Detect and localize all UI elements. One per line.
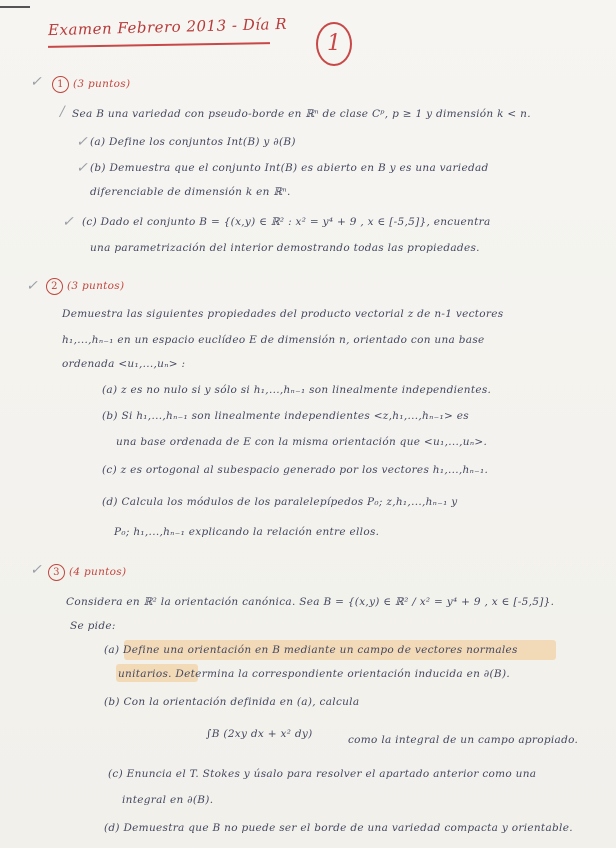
- q1-b2: diferenciable de dimensión k en ℝⁿ.: [90, 186, 291, 198]
- q3-heading: [48, 564, 126, 581]
- tick-icon: ✓: [62, 214, 74, 230]
- q2-c: (c) z es ortogonal al subespacio generado por los vectores h₁,...,hₙ₋₁.: [102, 464, 489, 476]
- edge-mark: [0, 6, 30, 8]
- title-underline: [48, 42, 270, 48]
- q3-a1: (a) Define una orientación en B mediante un campo de vectores normales: [104, 644, 518, 656]
- q2-d2: P₀; h₁,...,hₙ₋₁ explicando la relación entre ellos.: [114, 526, 380, 538]
- tick-icon: ✓: [76, 160, 88, 176]
- q2-b2: una base ordenada de E con la misma orientación que <u₁,...,uₙ>.: [116, 436, 488, 448]
- q2-a: (a) z es no nulo si y sólo si h₁,...,hₙ₋₁ son linealmente independientes.: [102, 384, 492, 396]
- q3-d: (d) Demuestra que B no puede ser el borde de una variedad compacta y orientable.: [104, 822, 573, 834]
- q2-s3: ordenada <u₁,...,uₙ> :: [62, 358, 186, 370]
- q1-heading: [52, 76, 130, 93]
- q1-number: 1: [52, 76, 69, 93]
- q1-a: (a) Define los conjuntos Int(B) y ∂(B): [90, 136, 296, 148]
- q2-heading: [46, 278, 124, 295]
- tick-icon: ✓: [76, 134, 88, 150]
- exam-title: Examen Febrero 2013 - Día R: [47, 14, 288, 40]
- q3-a2: unitarios. Determina la correspondiente orientación inducida en ∂(B).: [118, 668, 510, 680]
- q3-c1: (c) Enuncia el T. Stokes y úsalo para resolver el apartado anterior como una: [108, 768, 537, 780]
- q1-points: (3 puntos): [73, 78, 131, 90]
- q1-statement: Sea B una variedad con pseudo-borde en ℝⁿ de clase Cᵖ, p ≥ 1 y dimensión k < n.: [72, 108, 531, 120]
- q3-s2: Se pide:: [70, 620, 116, 632]
- check-icon: ✓: [30, 562, 42, 578]
- q1-c1: (c) Dado el conjunto B = {(x,y) ∈ ℝ² : x² = y⁴ + 9 , x ∈ [-5,5]}, encuentra: [82, 216, 491, 228]
- q3-b: (b) Con la orientación definida en (a), calcula: [104, 696, 360, 708]
- q3-s1: Considera en ℝ² la orientación canónica. Sea B = {(x,y) ∈ ℝ² / x² = y⁴ + 9 , x ∈ [-5,5]}.: [66, 596, 555, 608]
- check-icon: ✓: [26, 278, 38, 294]
- check-icon: ✓: [30, 74, 42, 90]
- q2-number: 2: [46, 278, 63, 295]
- q2-s2: h₁,...,hₙ₋₁ en un espacio euclídeo E de dimensión n, orientado con una base: [62, 334, 485, 346]
- q2-b1: (b) Si h₁,...,hₙ₋₁ son linealmente independientes <z,h₁,...,hₙ₋₁> es: [102, 410, 469, 422]
- q3-integral: ∫B (2xy dx + x² dy): [206, 728, 313, 740]
- q2-points: (3 puntos): [67, 280, 125, 292]
- page-number: 1: [316, 22, 352, 66]
- tick-icon: /: [60, 104, 65, 120]
- q3-points: (4 puntos): [69, 566, 127, 578]
- q1-b1: (b) Demuestra que el conjunto Int(B) es abierto en B y es una variedad: [90, 162, 489, 174]
- q2-s1: Demuestra las siguientes propiedades del producto vectorial z de n-1 vectores: [62, 308, 504, 320]
- q2-d1: (d) Calcula los módulos de los paralelepípedos P₀; z,h₁,...,hₙ₋₁ y: [102, 496, 458, 508]
- q1-c2: una parametrización del interior demostrando todas las propiedades.: [90, 242, 480, 254]
- q3-c2: integral en ∂(B).: [122, 794, 214, 806]
- q3-number: 3: [48, 564, 65, 581]
- q3-integral-note: como la integral de un campo apropiado.: [348, 734, 579, 746]
